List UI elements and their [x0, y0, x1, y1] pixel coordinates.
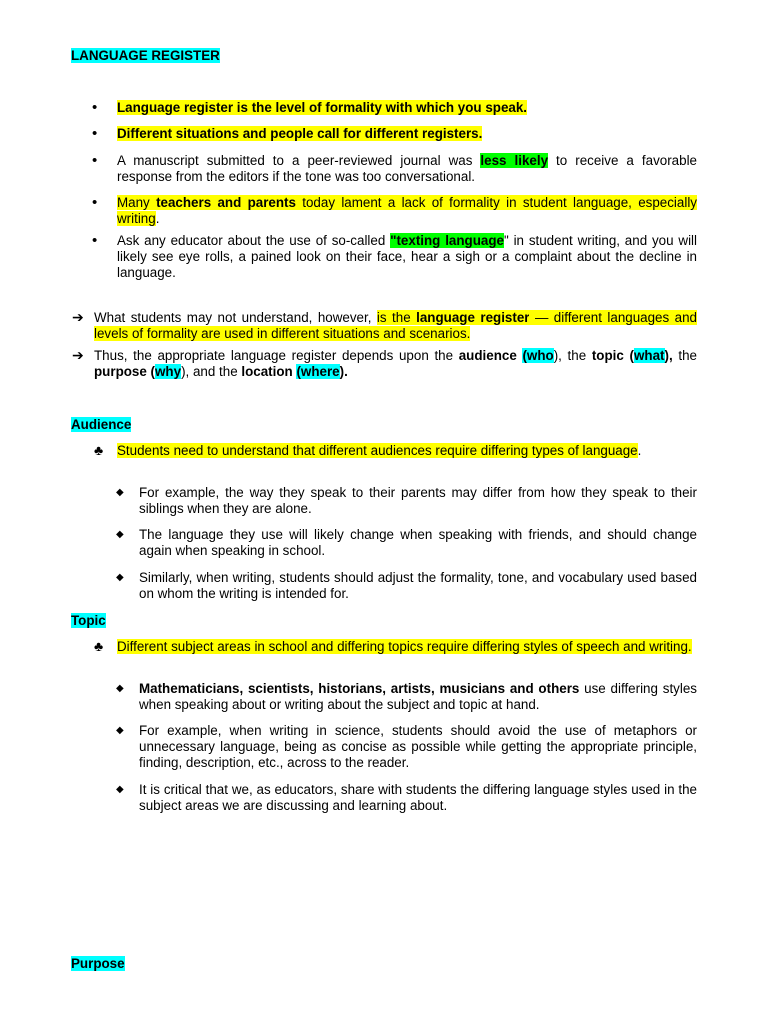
list-item: ◆ For example, the way they speak to their parents may differ from how they speak to their siblings when they are alone. — [116, 485, 697, 516]
section-heading-audience: Audience — [71, 417, 132, 432]
bullet-dot: • — [92, 194, 98, 211]
list-item: ◆ It is critical that we, as educators, share with students the differing language styles used in the subject areas we are discussing and learning about. — [116, 782, 697, 813]
club-icon: ♣ — [94, 442, 104, 458]
list-item: • Different situations and people call for different registers. — [92, 125, 483, 142]
arrow-item: ➔ What students may not understand, however, is the language register — different languages and levels of formality are used in different situations and scenarios. — [72, 309, 698, 341]
diamond-icon: ◆ — [116, 725, 124, 736]
section-heading-purpose: Purpose — [71, 956, 125, 971]
page-title: LANGUAGE REGISTER — [71, 48, 220, 63]
club-icon: ♣ — [94, 638, 104, 654]
arrow-right-icon: ➔ — [72, 309, 84, 325]
diamond-icon: ◆ — [116, 529, 124, 540]
list-item: • Language register is the level of formality with which you speak. — [92, 99, 528, 116]
diamond-icon: ◆ — [116, 572, 124, 583]
list-item: ◆ Mathematicians, scientists, historians, artists, musicians and others use differing styles when speaking about or writing about the subject and topic at hand. — [116, 681, 697, 712]
bullet-dot: • — [92, 152, 98, 169]
list-item: ♣ Different subject areas in school and differing topics require differing styles of speech and writing. — [94, 638, 692, 654]
list-item: • Many teachers and parents today lament a lack of formality in student language, especially writing. — [92, 194, 697, 226]
list-item: • Ask any educator about the use of so-called "texting language" in student writing, and you will likely see eye rolls, a pained look on their face, hear a sigh or a complaint about the decline in language. — [92, 232, 697, 280]
list-item: • A manuscript submitted to a peer-reviewed journal was less likely to receive a favorable response from the editors if the tone was too conversational. — [92, 152, 697, 184]
list-item: ◆ For example, when writing in science, students should avoid the use of metaphors or unnecessary language, being as concise as possible while getting the appropriate principle, finding, description, etc., across to the reader. — [116, 723, 697, 770]
arrow-right-icon: ➔ — [72, 347, 84, 363]
list-item: ♣ Students need to understand that different audiences require differing types of language. — [94, 442, 642, 458]
bullet-dot: • — [92, 232, 98, 249]
list-item: ◆ Similarly, when writing, students should adjust the formality, tone, and vocabulary used based on whom the writing is intended for. — [116, 570, 697, 601]
arrow-item: ➔ Thus, the appropriate language register depends upon the audience (who), the topic (what), the purpose (why), and the location (where). — [72, 347, 697, 379]
bullet-dot: • — [92, 125, 98, 142]
bullet-dot: • — [92, 99, 98, 116]
diamond-icon: ◆ — [116, 487, 124, 498]
list-item: ◆ The language they use will likely change when speaking with friends, and should change again when speaking in school. — [116, 527, 697, 558]
diamond-icon: ◆ — [116, 784, 124, 795]
diamond-icon: ◆ — [116, 683, 124, 694]
section-heading-topic: Topic — [71, 613, 106, 628]
